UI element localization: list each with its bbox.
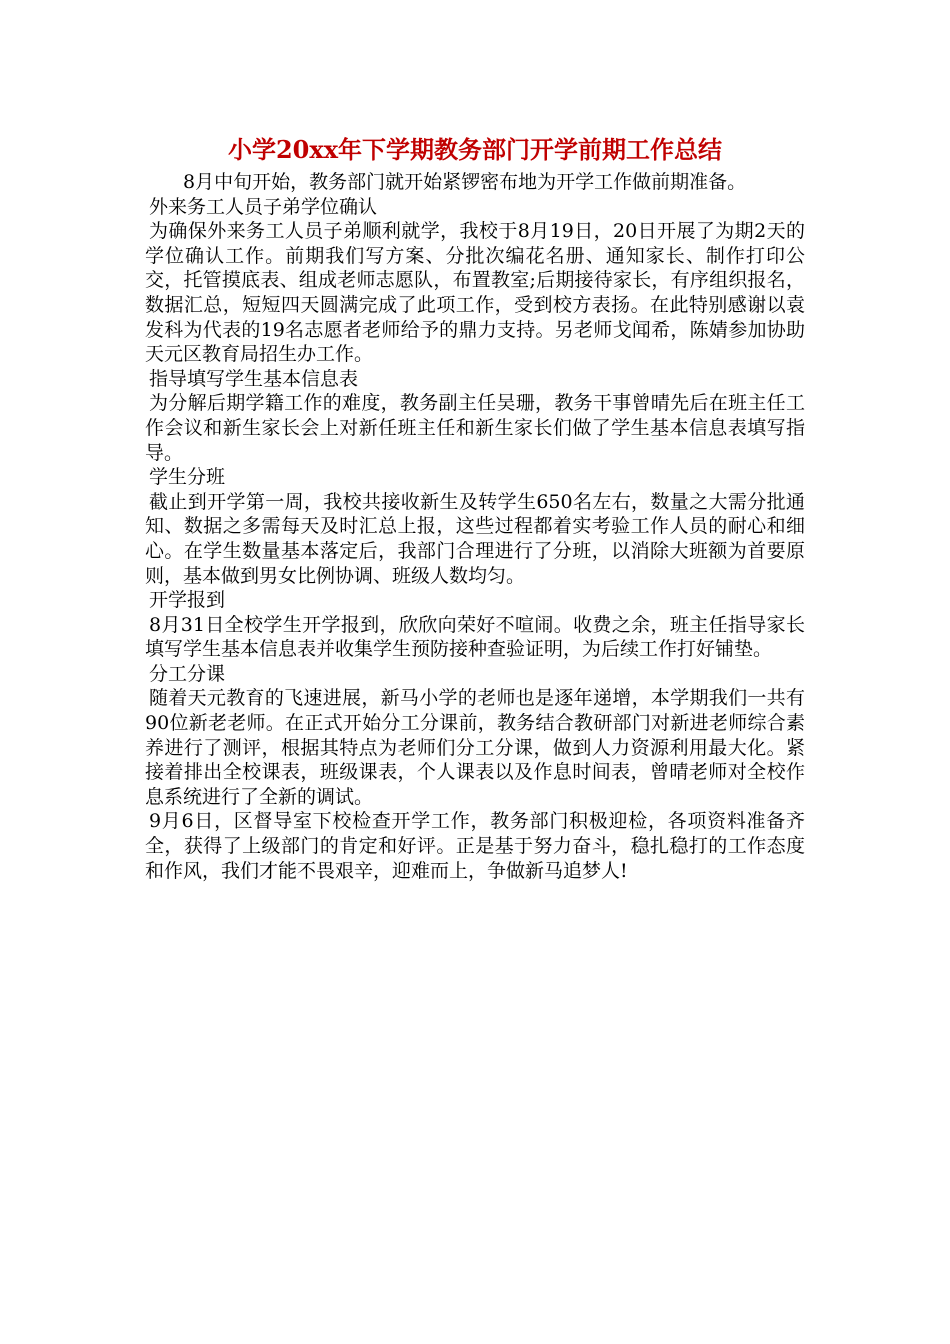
- section-body-registration: 8月31日全校学生开学报到，欣欣向荣好不喧闹。收费之余，班主任指导家长填写学生基本信息表并收集学生预防接种查验证明，为后续工作打好铺垫。: [145, 613, 805, 661]
- section-heading-class-division: 学生分班: [149, 466, 226, 489]
- section-heading-info-form: 指导填写学生基本信息表: [149, 367, 359, 390]
- section-heading-course-assignment: 分工分课: [149, 662, 226, 685]
- section-body-migrant-enrollment: 为确保外来务工人员子弟顺利就学，我校于8月19日，20日开展了为期2天的学位确认工作。前期我们写方案、分批次编花名册、通知家长、制作打印公交，托管摸底表、组成老师志愿队，布置教室;后期接待家长，有序组织报名，数据汇总，短短四天圆满完成了此项工作，受到校方表扬。在此特别感谢以袁发科为代表的19名志愿者老师给予的鼎力支持。另老师戈闻希，陈婧参加协助天元区教育局招生办工作。: [145, 220, 805, 366]
- section-body-info-form: 为分解后期学籍工作的难度，教务副主任吴珊，教务干事曾晴先后在班主任工作会议和新生家长会上对新任班主任和新生家长们做了学生基本信息表填写指导。: [145, 392, 805, 464]
- section-body-class-division: 截止到开学第一周，我校共接收新生及转学生650名左右，数量之大需分批通知、数据之多需每天及时汇总上报，这些过程都着实考验工作人员的耐心和细心。在学生数量基本落定后，我部门合理进行了分班，以消除大班额为首要原则，基本做到男女比例协调、班级人数均匀。: [145, 490, 805, 587]
- intro-paragraph: 8月中旬开始，教务部门就开始紧锣密布地为开学工作做前期准备。: [183, 171, 747, 193]
- section-heading-migrant-enrollment: 外来务工人员子弟学位确认: [149, 195, 378, 218]
- document-page: [145, 130, 805, 883]
- section-heading-registration: 开学报到: [149, 589, 226, 612]
- section-body-course-assignment: 随着天元教育的飞速进展，新马小学的老师也是逐年递增，本学期我们一共有90位新老老师。在正式开始分工分课前，教务结合教研部门对新进老师综合素养进行了测评，根据其特点为老师们分工分课，做到人力资源利用最大化。紧接着排出全校课表，班级课表，个人课表以及作息时间表，曾晴老师对全校作息系统进行了全新的调试。: [145, 687, 805, 808]
- closing-paragraph: 9月6日，区督导室下校检查开学工作，教务部门积极迎检，各项资料准备齐全，获得了上级部门的肯定和好评。正是基于努力奋斗，稳扎稳打的工作态度和作风，我们才能不畏艰辛，迎难而上，争做新马追梦人!: [145, 810, 805, 882]
- document-title: 小学20xx年下学期教务部门开学前期工作总结: [227, 135, 722, 164]
